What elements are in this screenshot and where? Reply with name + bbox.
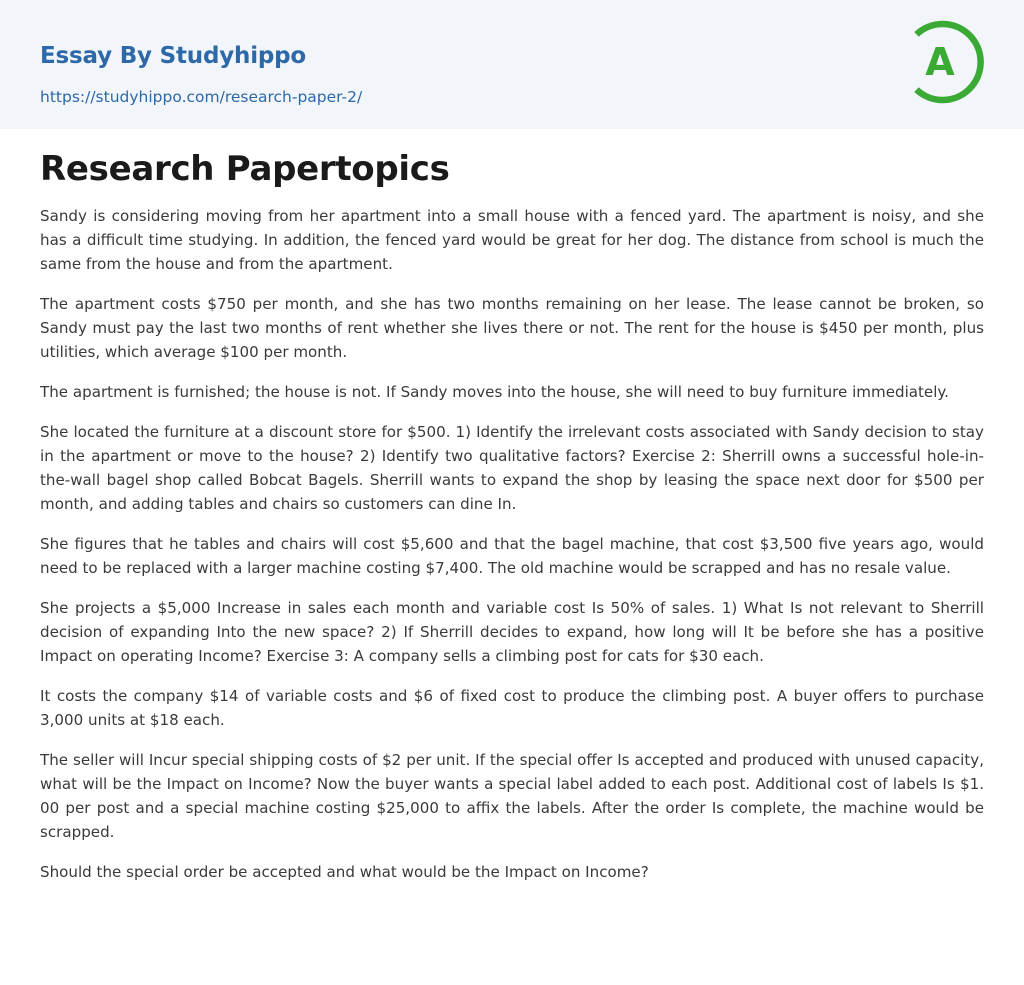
paragraph: The apartment costs $750 per month, and she has two months remaining on her lease. The lease cannot be broken, so Sandy must pay the last two months of rent whether she lives there or not. The rent for the house is $450 per month, plus utilities, which average $100 per month.: [40, 295, 984, 361]
paragraph: She projects a $5,000 Increase in sales each month and variable cost Is 50% of sales. 1) What Is not relevant to Sherrill decision of expanding Into the new space? 2) If Sherrill decides to expand, how long will It be before she has a positive Impact on operating Income? Exercise 3: A company sells a climbing post for cats for $30 each.: [40, 599, 984, 665]
page-title: Research Papertopics: [40, 149, 450, 189]
paragraph: She figures that he tables and chairs will cost $5,600 and that the bagel machine, that cost $3,500 five years ago, would need to be replaced with a larger machine costing $7,400. The old machine would be scrapped and has no resale value.: [40, 535, 984, 577]
logo-letter: A: [925, 40, 955, 84]
studyhippo-logo-icon[interactable]: [912, 18, 986, 106]
paragraph: It costs the company $14 of variable costs and $6 of fixed cost to produce the climbing post. A buyer offers to purchase 3,000 units at $18 each.: [40, 687, 984, 729]
site-title[interactable]: Essay By Studyhippo: [40, 43, 307, 69]
logo-graphic: [912, 18, 986, 106]
paragraph: The seller will Incur special shipping costs of $2 per unit. If the special offer Is accepted and produced with unused capacity, what will be the Impact on Income? Now the buyer wants a special label added to each post. Additional cost of labels Is $1. 00 per post and a special machine costing $25,000 to affix the labels. After the order Is complete, the machine would be scrapped.: [40, 751, 984, 841]
article-body: [0, 148, 1024, 884]
paragraph: The apartment is furnished; the house is not. If Sandy moves into the house, she will need to buy furniture immediately.: [40, 383, 949, 401]
paragraph: Should the special order be accepted and what would be the Impact on Income?: [40, 863, 649, 881]
site-header: [0, 0, 1024, 129]
paragraph: She located the furniture at a discount store for $500. 1) Identify the irrelevant costs associated with Sandy decision to stay in the apartment or move to the house? 2) Identify two qualitative factors? Exercise 2: Sherrill owns a successful hole-in-the-wall bagel shop called Bobcat Bagels. Sherrill wants to expand the shop by leasing the space next door for $500 per month, and adding tables and chairs so customers can dine In.: [40, 423, 984, 513]
paragraph: Sandy is considering moving from her apartment into a small house with a fenced yard. The apartment is noisy, and she has a difficult time studying. In addition, the fenced yard would be great for her dog. The distance from school is much the same from the house and from the apartment.: [40, 207, 984, 273]
source-url-link[interactable]: https://studyhippo.com/research-paper-2/: [40, 88, 363, 106]
